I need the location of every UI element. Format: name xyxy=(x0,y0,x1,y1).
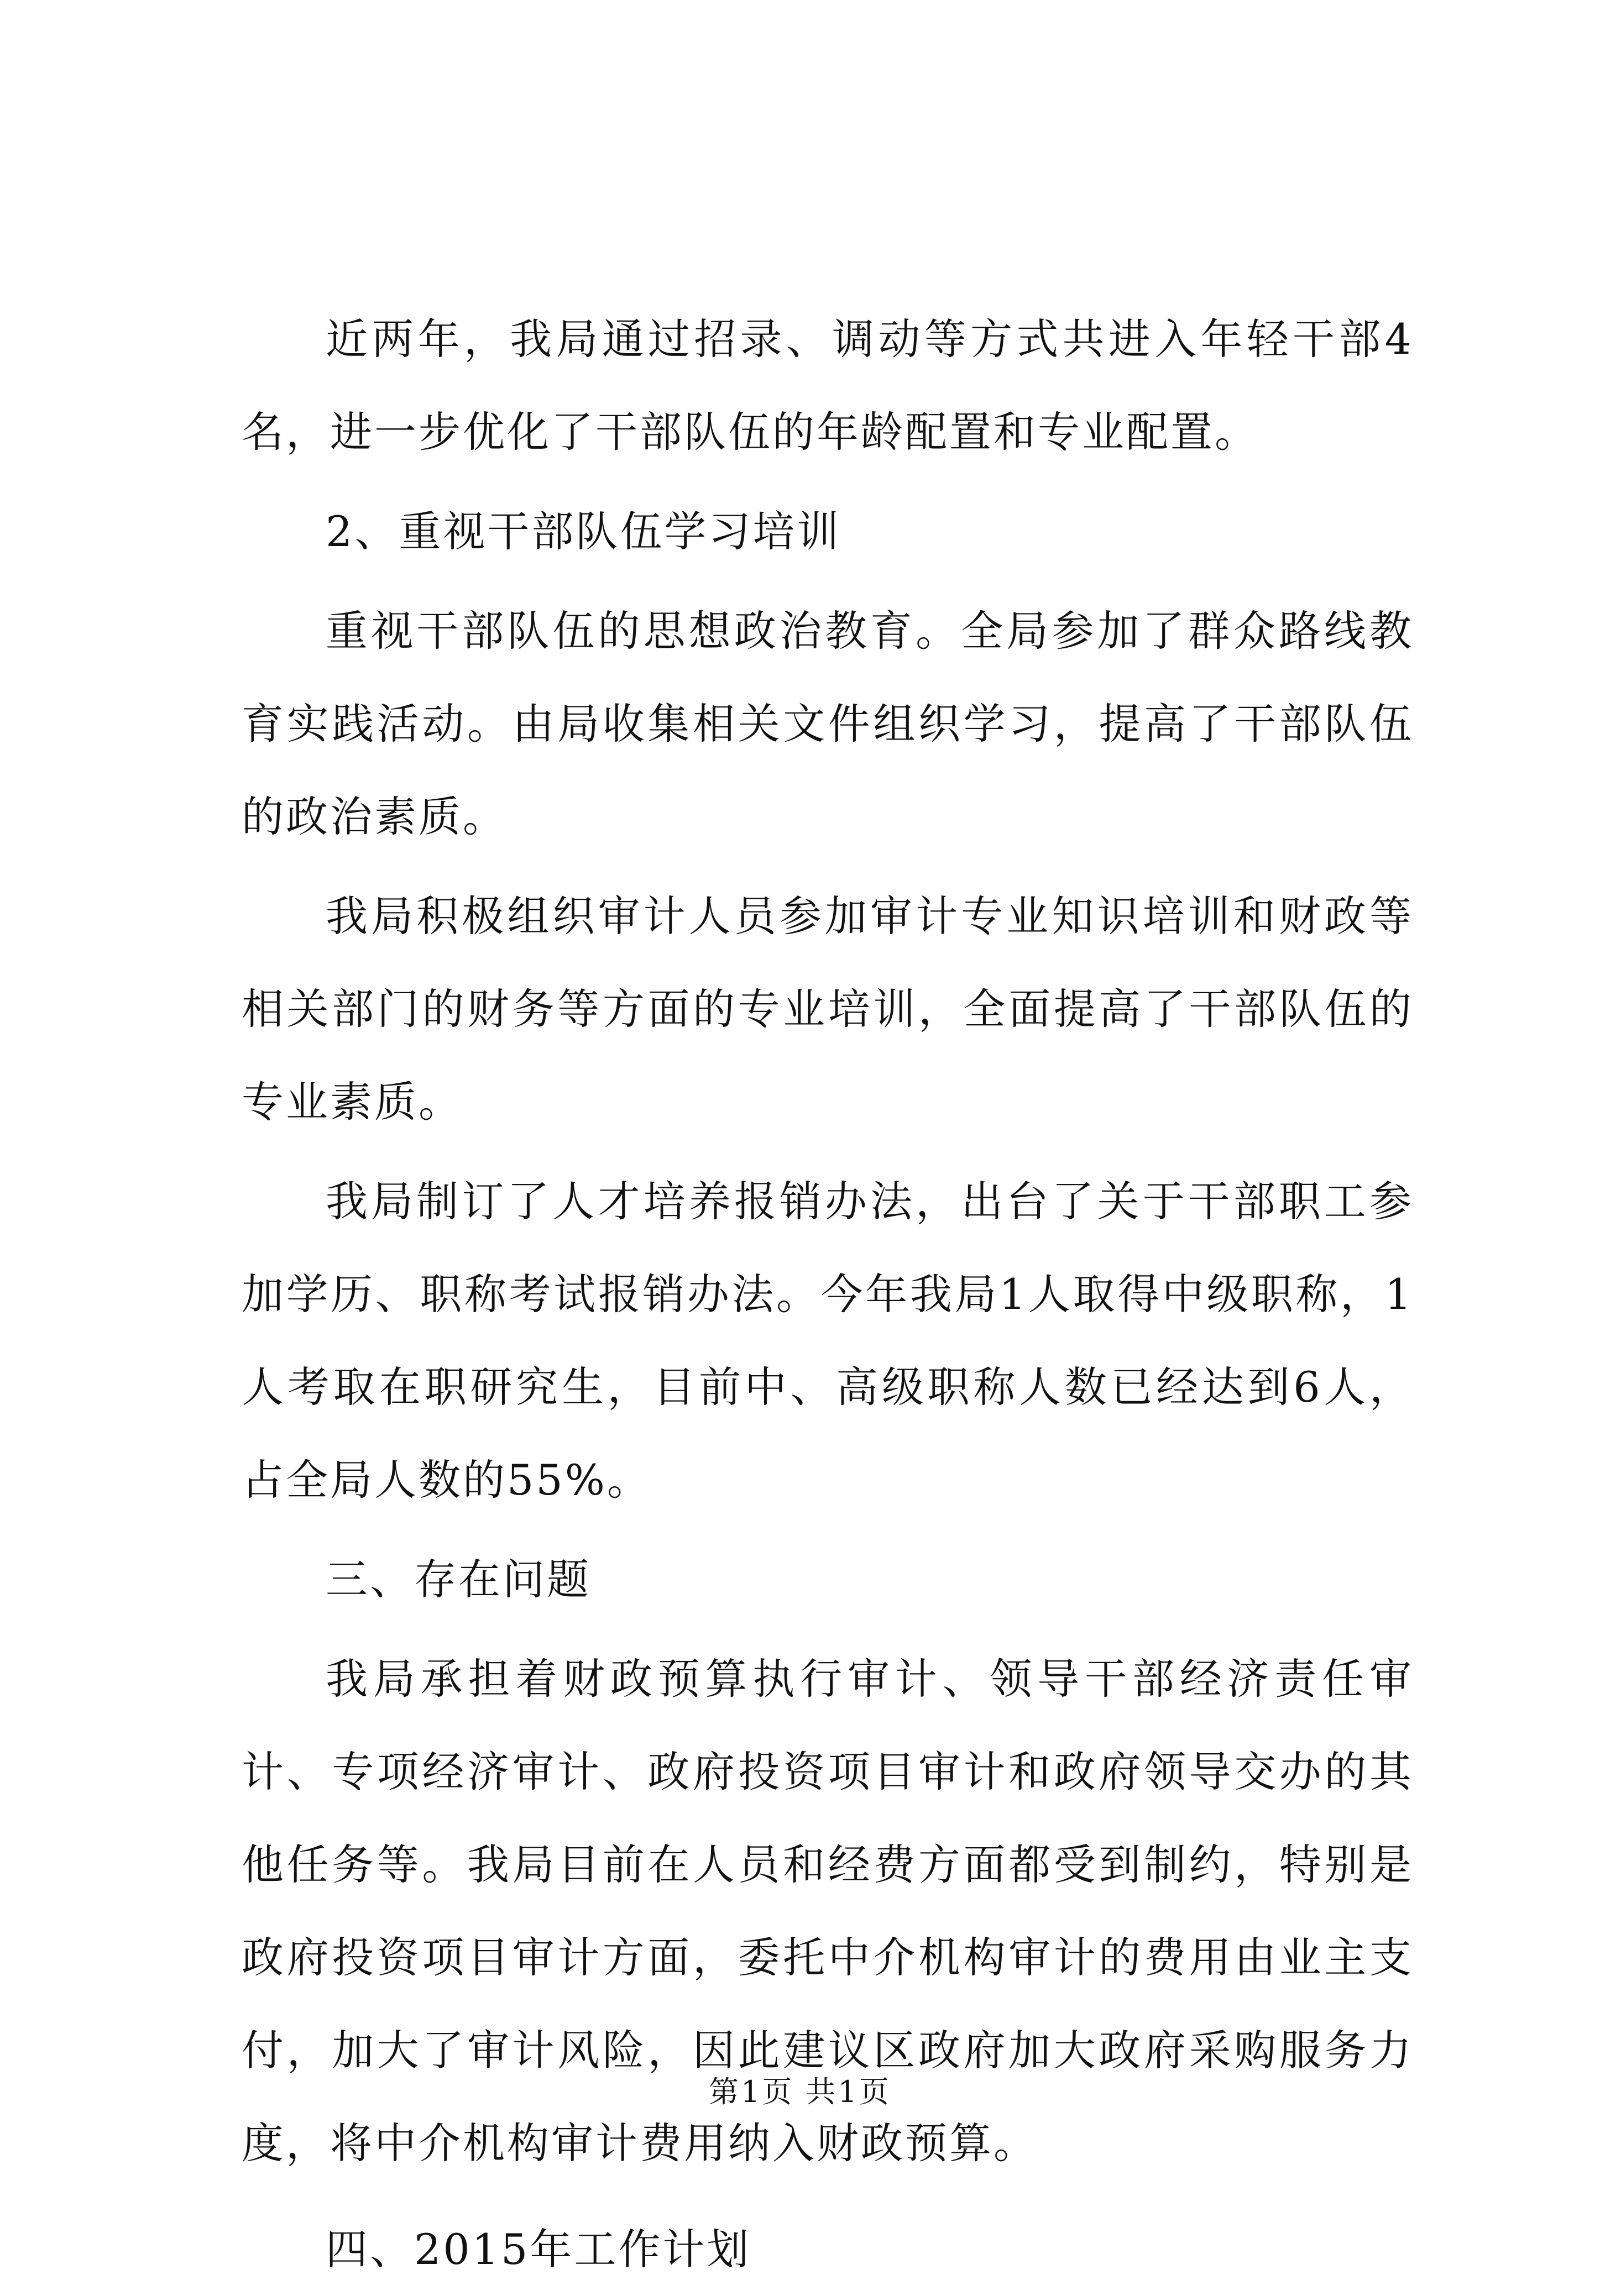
heading-cadre-training: 2、重视干部队伍学习培训 xyxy=(326,507,841,556)
paragraph-problems-detail: 我局承担着财政预算执行审计、领导干部经济责任审计、专项经济审计、政府投资项目审计和政府领导交办的其他任务等。我局目前在人员和经费方面都受到制约，特别是政府投资项目审计方面，委托中介机构审计的费用由业主支付，加大了审计风险，因此建议区政府加大政府采购服务力度，将中介机构审计费用纳入财政预算。 xyxy=(242,1654,1414,2168)
heading-existing-problems: 三、存在问题 xyxy=(326,1555,591,1604)
document-body xyxy=(242,293,1414,2296)
paragraph-cadre-recruitment: 近两年，我局通过招录、调动等方式共进入年轻干部4名，进一步优化了干部队伍的年龄配置和专业配置。 xyxy=(242,314,1414,457)
heading-work-plan-2015: 四、2015年工作计划 xyxy=(326,2225,751,2274)
page-number-footer: 第1页 共1页 xyxy=(709,2074,891,2109)
paragraph-political-education: 重视干部队伍的思想政治教育。全局参加了群众路线教育实践活动。由局收集相关文件组织学习，提高了干部队伍的政治素质。 xyxy=(242,606,1414,841)
paragraph-reimbursement-policy: 我局制订了人才培养报销办法，出台了关于干部职工参加学历、职称考试报销办法。今年我局1人取得中级职称，1人考取在职研究生，目前中、高级职称人数已经达到6人，占全局人数的55%。 xyxy=(242,1177,1414,1505)
paragraph-professional-training: 我局积极组织审计人员参加审计专业知识培训和财政等相关部门的财务等方面的专业培训，全面提高了干部队伍的专业素质。 xyxy=(242,892,1414,1126)
